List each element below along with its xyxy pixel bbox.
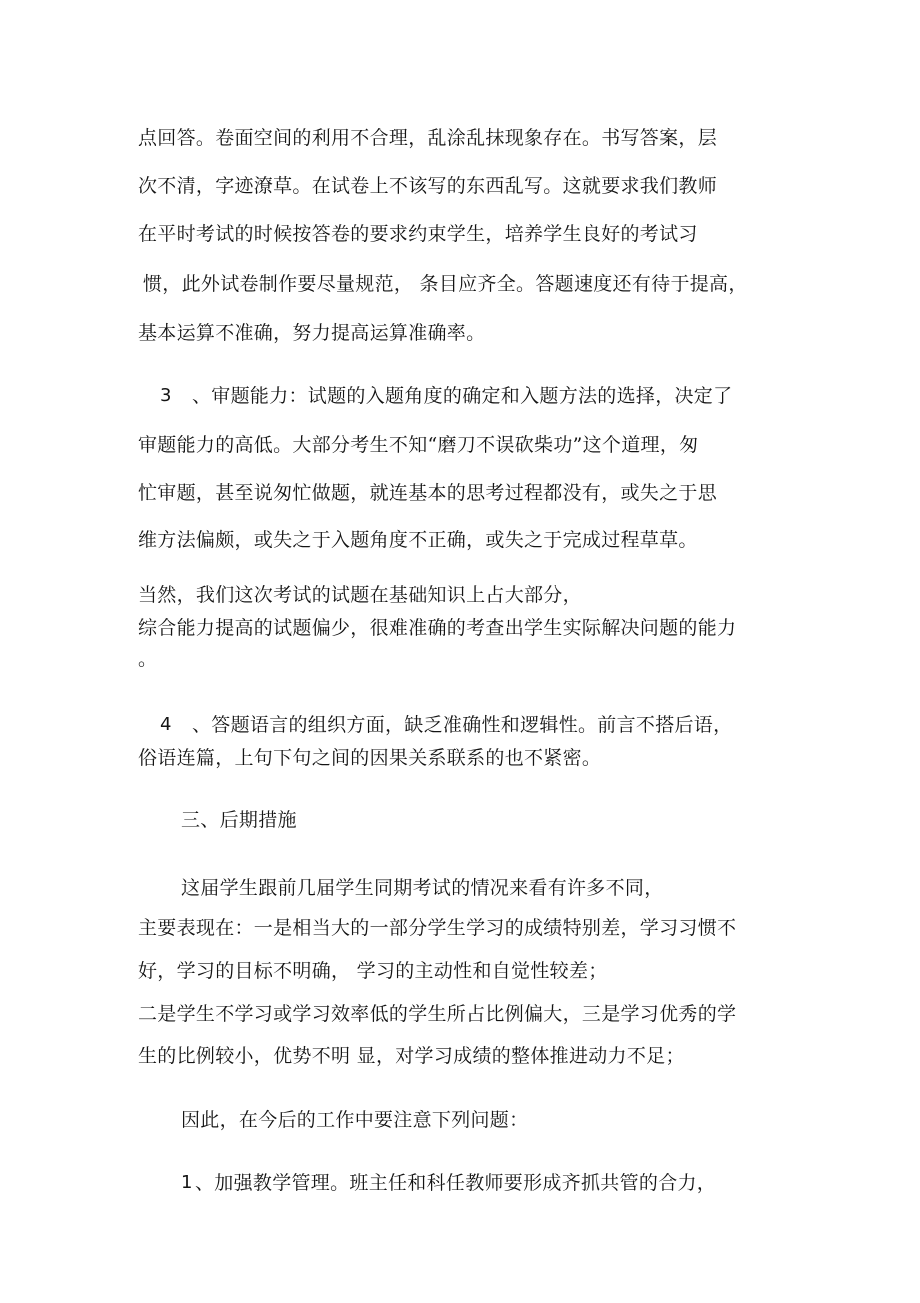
paragraph-1-line-3: 在平时考试的时候按答卷的要求约束学生，培养学生良好的考试习 bbox=[138, 223, 698, 245]
item-3-line-4: 维方法偏颇，或失之于入题角度不正确，或失之于完成过程草草。 bbox=[138, 529, 698, 551]
item-1-text: 、加强教学管理。班主任和科任教师要形成齐抓共管的合力， bbox=[195, 1172, 717, 1194]
item-3-line-3: 忙审题，甚至说匆忙做题，就连基本的思考过程都没有，或失之于思 bbox=[138, 482, 718, 504]
paragraph-3-line-1: 这届学生跟前几届学生同期考试的情况来看有许多不同， bbox=[181, 877, 664, 899]
item-1-number: 1 bbox=[181, 1172, 193, 1193]
item-4-line-1: 、答题语言的组织方面，缺乏准确性和逻辑性。前言不搭后语， bbox=[192, 714, 733, 736]
item-3-number: 3 bbox=[160, 385, 172, 406]
paragraph-3-line-4: 二是学生不学习或学习效率低的学生所占比例偏大，三是学习优秀的学 bbox=[138, 1003, 737, 1025]
paragraph-1-line-4: 惯，此外试卷制作要尽量规范， 条目应齐全。答题速度还有待于提高， bbox=[143, 273, 748, 295]
paragraph-1-line-5: 基本运算不准确，努力提高运算准确率。 bbox=[138, 322, 486, 344]
paragraph-3-line-5: 生的比例较小，优势不明 显，对学习成绩的整体推进动力不足； bbox=[138, 1045, 685, 1067]
item-3-line-2: 审题能力的高低。大部分考生不知“磨刀不误砍柴功”这个道理，匆 bbox=[138, 434, 699, 456]
paragraph-2-line-2: 综合能力提高的试题偏少，很难准确的考查出学生实际解决问题的能力 bbox=[138, 617, 737, 639]
paragraph-3-line-3: 好，学习的目标不明确， 学习的主动性和自觉性较差； bbox=[138, 960, 608, 982]
paragraph-4: 因此，在今后的工作中要注意下列问题： bbox=[181, 1109, 529, 1131]
paragraph-3-line-2: 主要表现在：一是相当大的一部分学生学习的成绩特别差，学习习惯不 bbox=[138, 917, 737, 939]
paragraph-1-line-2: 次不清，字迹潦草。在试卷上不该写的东西乱写。这就要求我们教师 bbox=[138, 175, 718, 197]
paragraph-2-line-1: 当然，我们这次考试的试题在基础知识上占大部分， bbox=[138, 584, 582, 606]
paragraph-2-line-3: 。 bbox=[138, 648, 158, 670]
item-4-line-2: 俗语连篇，上句下句之间的因果关系联系的也不紧密。 bbox=[138, 747, 602, 769]
paragraph-1-line-1: 点回答。卷面空间的利用不合理，乱涂乱抹现象存在。书写答案，层 bbox=[138, 127, 718, 149]
item-4-number: 4 bbox=[160, 714, 172, 735]
item-3-line-1: 、审题能力：试题的入题角度的确定和入题方法的选择，决定了 bbox=[192, 385, 733, 407]
section-heading: 三、后期措施 bbox=[181, 809, 297, 831]
